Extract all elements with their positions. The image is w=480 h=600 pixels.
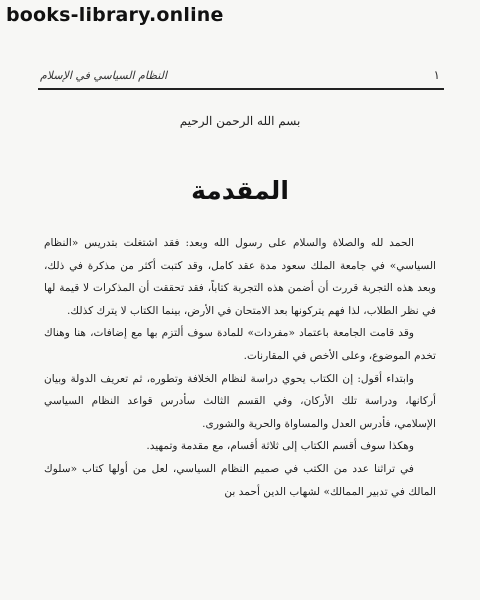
body-text bbox=[44, 232, 436, 503]
paragraph: في تراثنا عدد من الكتب في صميم النظام السياسي، لعل من أولها كتاب «سلوك المالك في تدبير الممالك» لشهاب الدين أحمد بن bbox=[44, 462, 436, 498]
header-rule bbox=[38, 88, 444, 90]
site-watermark: books-library.online bbox=[6, 4, 224, 26]
paragraph: وهكذا سوف أقسم الكتاب إلى ثلاثة أقسام، مع مقدمة وتمهيد. bbox=[146, 440, 414, 453]
basmala: بسم الله الرحمن الرحيم bbox=[179, 114, 301, 128]
paragraph: وقد قامت الجامعة باعتماد «مفردات» للمادة سوف ألتزم بها مع إضافات، هنا وهناك تخدم الموضوع، وعلى الأخص في المقارنات. bbox=[44, 327, 436, 362]
paragraph: وابتداء أقول: إن الكتاب يحوي دراسة لنظام الخلافة وتطوره، ثم تعريف الدولة وبيان أركانها، ودراسة تلك الأركان، وفي القسم الثالث سأدرس قواعد النظام السياسي الإسلامي، فأدرس العدل والمساواة والحرية والشورى. bbox=[44, 372, 436, 430]
paragraph: الحمد لله والصلاة والسلام على رسول الله وبعد: فقد اشتغلت بتدريس «النظام السياسي» في جامعة الملك سعود مدة عقد كامل، وقد كتبت أكثر من مذكرة في ذلك، وبعد هذه التجربة قررت أن أضمن هذه التجربة كتاباً، فقد تحققت أن المذكرات لا قيمة لها في نظر الطلاب، لذا فهم يتركونها بعد الامتحان في الأرض، بينما الكتاب لا يترك كذلك. bbox=[44, 237, 436, 317]
running-header bbox=[40, 68, 440, 82]
running-title: النظام السياسي في الإسلام bbox=[40, 69, 168, 82]
chapter-title: المقدمة bbox=[191, 176, 289, 205]
page-number: ١ bbox=[433, 68, 440, 82]
